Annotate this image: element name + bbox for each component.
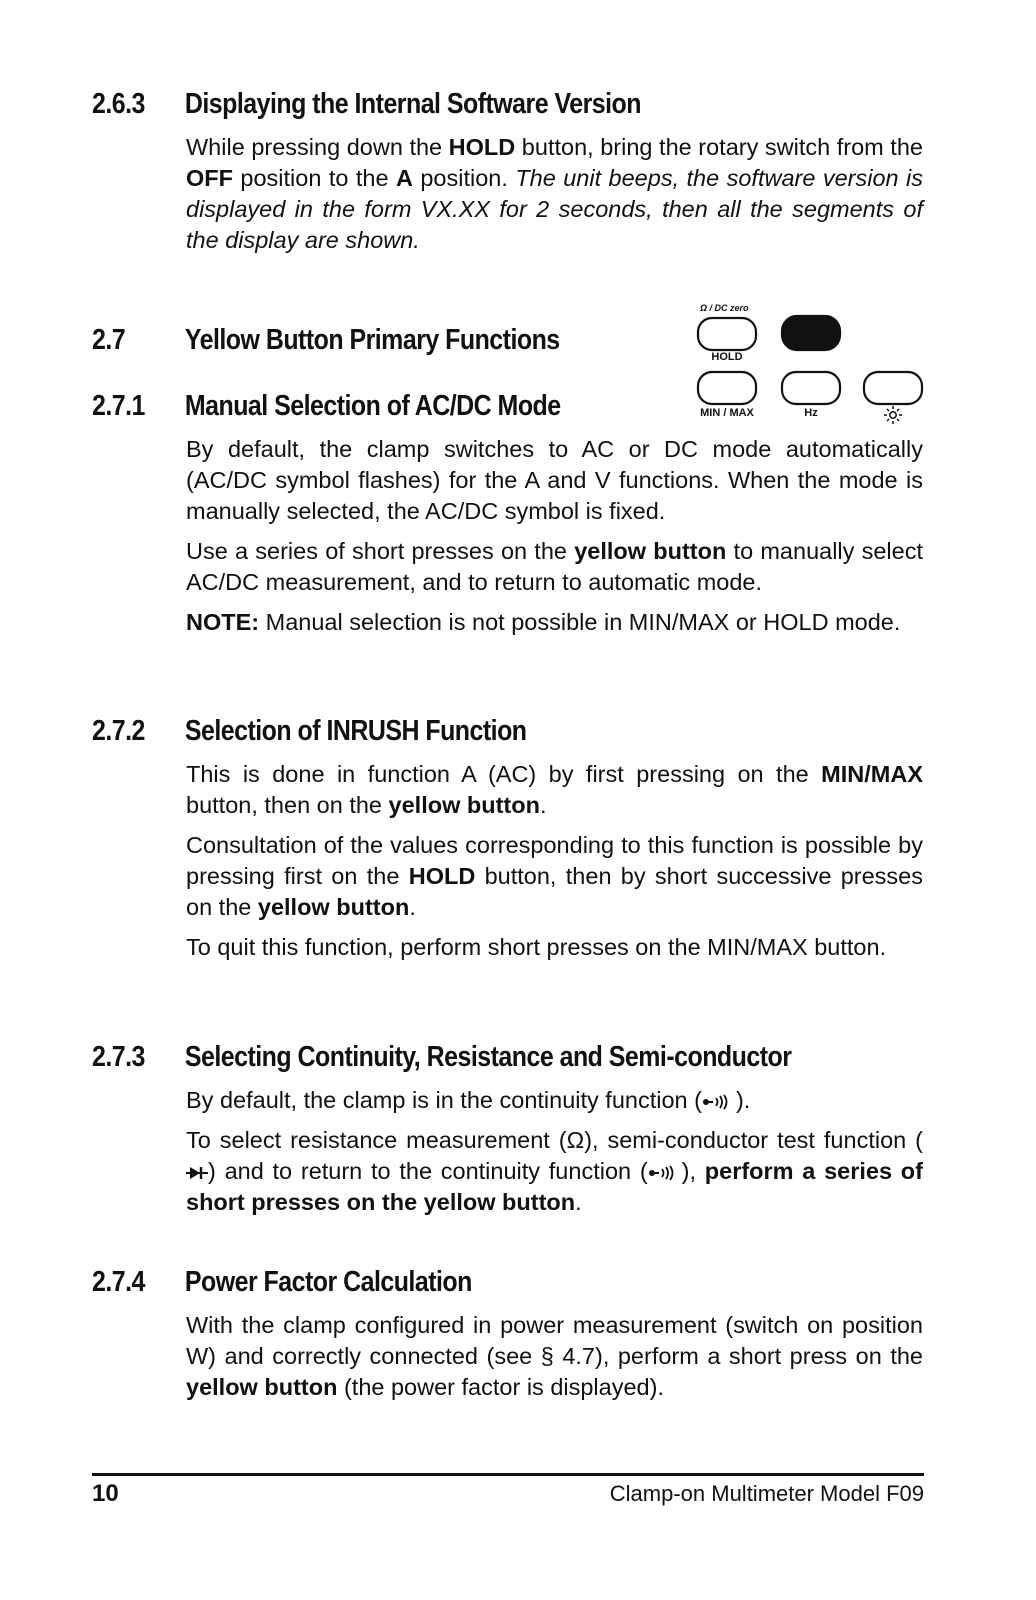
hold-label: HOLD bbox=[711, 351, 743, 363]
paragraph: By default, the clamp is in the continuity function ( ). bbox=[186, 1087, 751, 1113]
section-number: 2.7.3 bbox=[92, 1041, 145, 1073]
paragraph: Consultation of the values corresponding to this function is possible by pressing first on the HOLD button, then by short successive presses on the yellow button. bbox=[186, 832, 924, 920]
backlight-icon bbox=[884, 406, 902, 424]
document-title: Clamp-on Multimeter Model F09 bbox=[609, 1481, 924, 1506]
section-heading-2-7-3 bbox=[92, 1041, 791, 1074]
paragraph: Use a series of short presses on the yellow button to manually select AC/DC measurement, and to return to automatic mode. bbox=[186, 538, 924, 595]
paragraph: While pressing down the HOLD button, bring the rotary switch from the OFF position to the A position. The unit beeps, the software version is displayed in the form VX.XX for 2 seconds, then all the segments of the display are shown. bbox=[186, 134, 923, 253]
section-body-2-7-2 bbox=[186, 759, 923, 972]
section-number: 2.7.2 bbox=[92, 715, 145, 747]
yellow-button-icon bbox=[782, 316, 840, 350]
section-heading-2-7-1 bbox=[92, 390, 561, 423]
section-number: 2.6.3 bbox=[92, 88, 145, 120]
minmax-label: MIN / MAX bbox=[700, 407, 754, 419]
section-body-2-6-3 bbox=[186, 132, 923, 265]
minmax-button-icon bbox=[698, 372, 756, 404]
paragraph: This is done in function A (AC) by first pressing on the MIN/MAX button, then on the yellow button. bbox=[186, 761, 923, 818]
hz-label: Hz bbox=[804, 407, 818, 419]
hz-button-icon bbox=[782, 372, 840, 404]
ohm-symbol: Ω bbox=[566, 1127, 585, 1153]
section-body-2-7-4 bbox=[186, 1310, 923, 1412]
paragraph: By default, the clamp switches to AC or DC mode automatically (AC/DC symbol flashes) for the A and V functions. When the mode is manually selected, the AC/DC symbol is fixed. bbox=[186, 436, 923, 524]
footer-divider bbox=[92, 1473, 924, 1476]
section-title: Manual Selection of AC/DC Mode bbox=[184, 390, 561, 422]
section-title: Selection of INRUSH Function bbox=[184, 715, 527, 747]
page-number: 10 bbox=[92, 1480, 119, 1507]
hold-button-icon bbox=[698, 318, 756, 350]
section-body-2-7-3 bbox=[186, 1085, 923, 1227]
section-body-2-7-1 bbox=[186, 434, 923, 647]
section-heading-2-7-4 bbox=[92, 1266, 472, 1299]
diode-icon bbox=[186, 1165, 208, 1181]
paragraph: To quit this function, perform short presses on the MIN/MAX button. bbox=[186, 934, 887, 960]
section-number: 2.7.4 bbox=[92, 1266, 145, 1298]
continuity-icon bbox=[702, 1094, 736, 1110]
section-heading-2-7-2 bbox=[92, 715, 527, 748]
section-heading-2-7 bbox=[92, 324, 560, 357]
section-number: 2.7 bbox=[92, 324, 126, 356]
button-panel-drawing bbox=[690, 298, 930, 428]
section-number: 2.7.1 bbox=[92, 390, 145, 422]
paragraph: With the clamp configured in power measurement (switch on position W) and correctly connected (see § 4.7), perform a short press on the yellow button (the power factor is displayed). bbox=[186, 1312, 923, 1400]
section-title: Power Factor Calculation bbox=[184, 1266, 472, 1298]
section-title: Selecting Continuity, Resistance and Semi-conductor bbox=[184, 1041, 792, 1073]
paragraph: To select resistance measurement (Ω), semi-conductor test function () and to return to the continuity function ( ), perform a series of short presses on the yellow button. bbox=[186, 1127, 923, 1215]
continuity-icon bbox=[648, 1165, 682, 1181]
button-panel-illustration bbox=[690, 298, 930, 428]
section-heading-2-6-3 bbox=[92, 88, 641, 121]
dc-zero-label: Ω / DC zero bbox=[700, 303, 749, 313]
note-paragraph: NOTE: Manual selection is not possible in MIN/MAX or HOLD mode. bbox=[186, 609, 901, 635]
backlight-button-icon bbox=[864, 372, 922, 404]
section-title: Yellow Button Primary Functions bbox=[184, 324, 560, 356]
section-title: Displaying the Internal Software Version bbox=[184, 88, 641, 120]
